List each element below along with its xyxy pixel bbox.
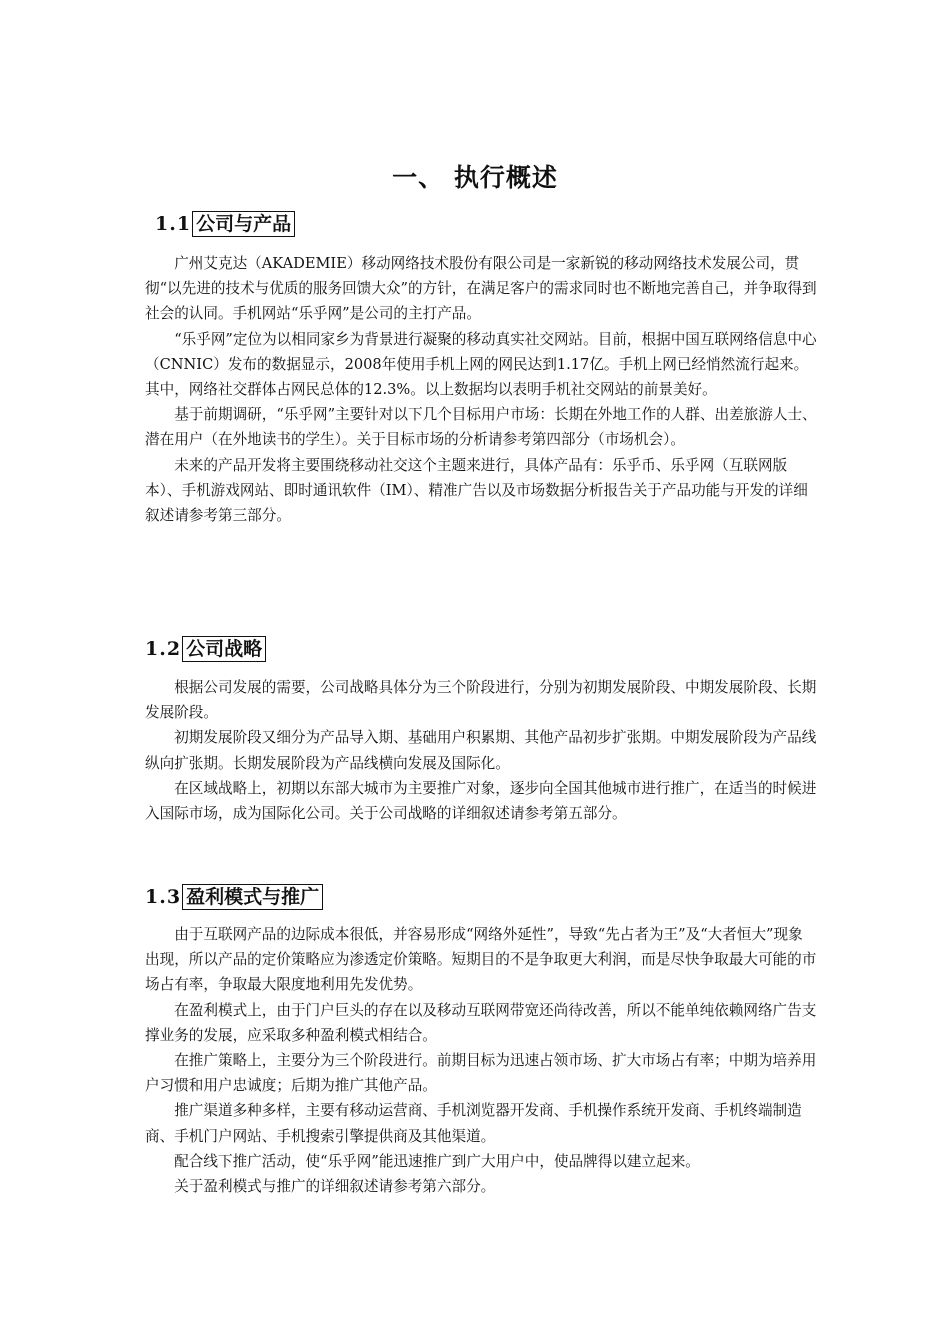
paragraph: “乐乎网”定位为以相同家乡为背景进行凝聚的移动真实社交网站。目前，根据中国互联网络信息中心（CNNIC）发布的数据显示，2008年使用手机上网的网民达到1.17亿。手机上网已经悄然流行起来。其中，网络社交群体占网民总体的12.3%。以上数据均以表明手机社交网站的前景美好。 [145,330,817,399]
paragraph: 在区域战略上，初期以东部大城市为主要推广对象，逐步向全国其他城市进行推广，在适当的时候进入国际市场，成为国际化公司。关于公司战略的详细叙述请参考第五部分。 [145,779,817,823]
paragraph: 由于互联网产品的边际成本很低，并容易形成“网络外延性”，导致“先占者为王”及“大者恒大”现象出现，所以产品的定价策略应为渗透定价策略。短期目的不是争取更大利润，而是尽快争取最大可能的市场占有率，争取最大限度地利用先发优势。 [145,926,817,994]
section-number: 1.1 [155,213,192,235]
section-body-company-products [145,251,817,528]
paragraph: 广州艾克达（AKADEMIE）移动网络技术股份有限公司是一家新锐的移动网络技术发展公司，贯彻“以先进的技术与优质的服务回馈大众”的方针，在满足客户的需求同时也不断地完善自己，并争取得到社会的认同。手机网站“乐乎网”是公司的主打产品。 [145,255,817,323]
section-heading-profit-model [145,884,323,910]
section-title: 公司战略 [182,636,266,662]
paragraph: 初期发展阶段又细分为产品导入期、基础用户积累期、其他产品初步扩张期。中期发展阶段为产品线纵向扩张期。长期发展阶段为产品线横向发展及国际化。 [145,729,817,772]
section-body-profit-model [145,922,817,1199]
paragraph: 根据公司发展的需要，公司战略具体分为三个阶段进行，分别为初期发展阶段、中期发展阶段、长期发展阶段。 [145,679,817,722]
paragraph: 配合线下推广活动，使“乐乎网”能迅速推广到广大用户中，使品牌得以建立起来。 [174,1152,700,1170]
section-heading-company-products [155,211,295,237]
section-title: 盈利模式与推广 [182,884,323,910]
section-body-company-strategy [145,675,817,826]
section-title: 公司与产品 [192,211,295,237]
paragraph: 基于前期调研，“乐乎网”主要针对以下几个目标用户市场：长期在外地工作的人群、出差旅游人士、潜在用户（在外地读书的学生）。关于目标市场的分析请参考第四部分（市场机会）。 [145,406,817,449]
paragraph: 在推广策略上，主要分为三个阶段进行。前期目标为迅速占领市场、扩大市场占有率；中期为培养用户习惯和用户忠诚度；后期为推广其他产品。 [145,1052,817,1095]
chapter-title: 一、 执行概述 [392,163,558,192]
paragraph: 关于盈利模式与推广的详细叙述请参考第六部分。 [174,1178,496,1196]
paragraph: 在盈利模式上，由于门户巨头的存在以及移动互联网带宽还尚待改善，所以不能单纯依赖网络广告支撑业务的发展，应采取多种盈利模式相结合。 [145,1001,817,1044]
paragraph: 推广渠道多种多样，主要有移动运营商、手机浏览器开发商、手机操作系统开发商、手机终端制造商、手机门户网站、手机搜索引擎提供商及其他渠道。 [145,1102,802,1145]
section-heading-company-strategy [145,636,266,662]
paragraph: 未来的产品开发将主要围绕移动社交这个主题来进行，具体产品有：乐乎币、乐乎网（互联网版本）、手机游戏网站、即时通讯软件（IM）、精准广告以及市场数据分析报告关于产品功能与开发的详细叙述请参考第三部分。 [145,456,808,525]
section-number: 1.3 [145,886,182,908]
section-number: 1.2 [145,638,182,660]
